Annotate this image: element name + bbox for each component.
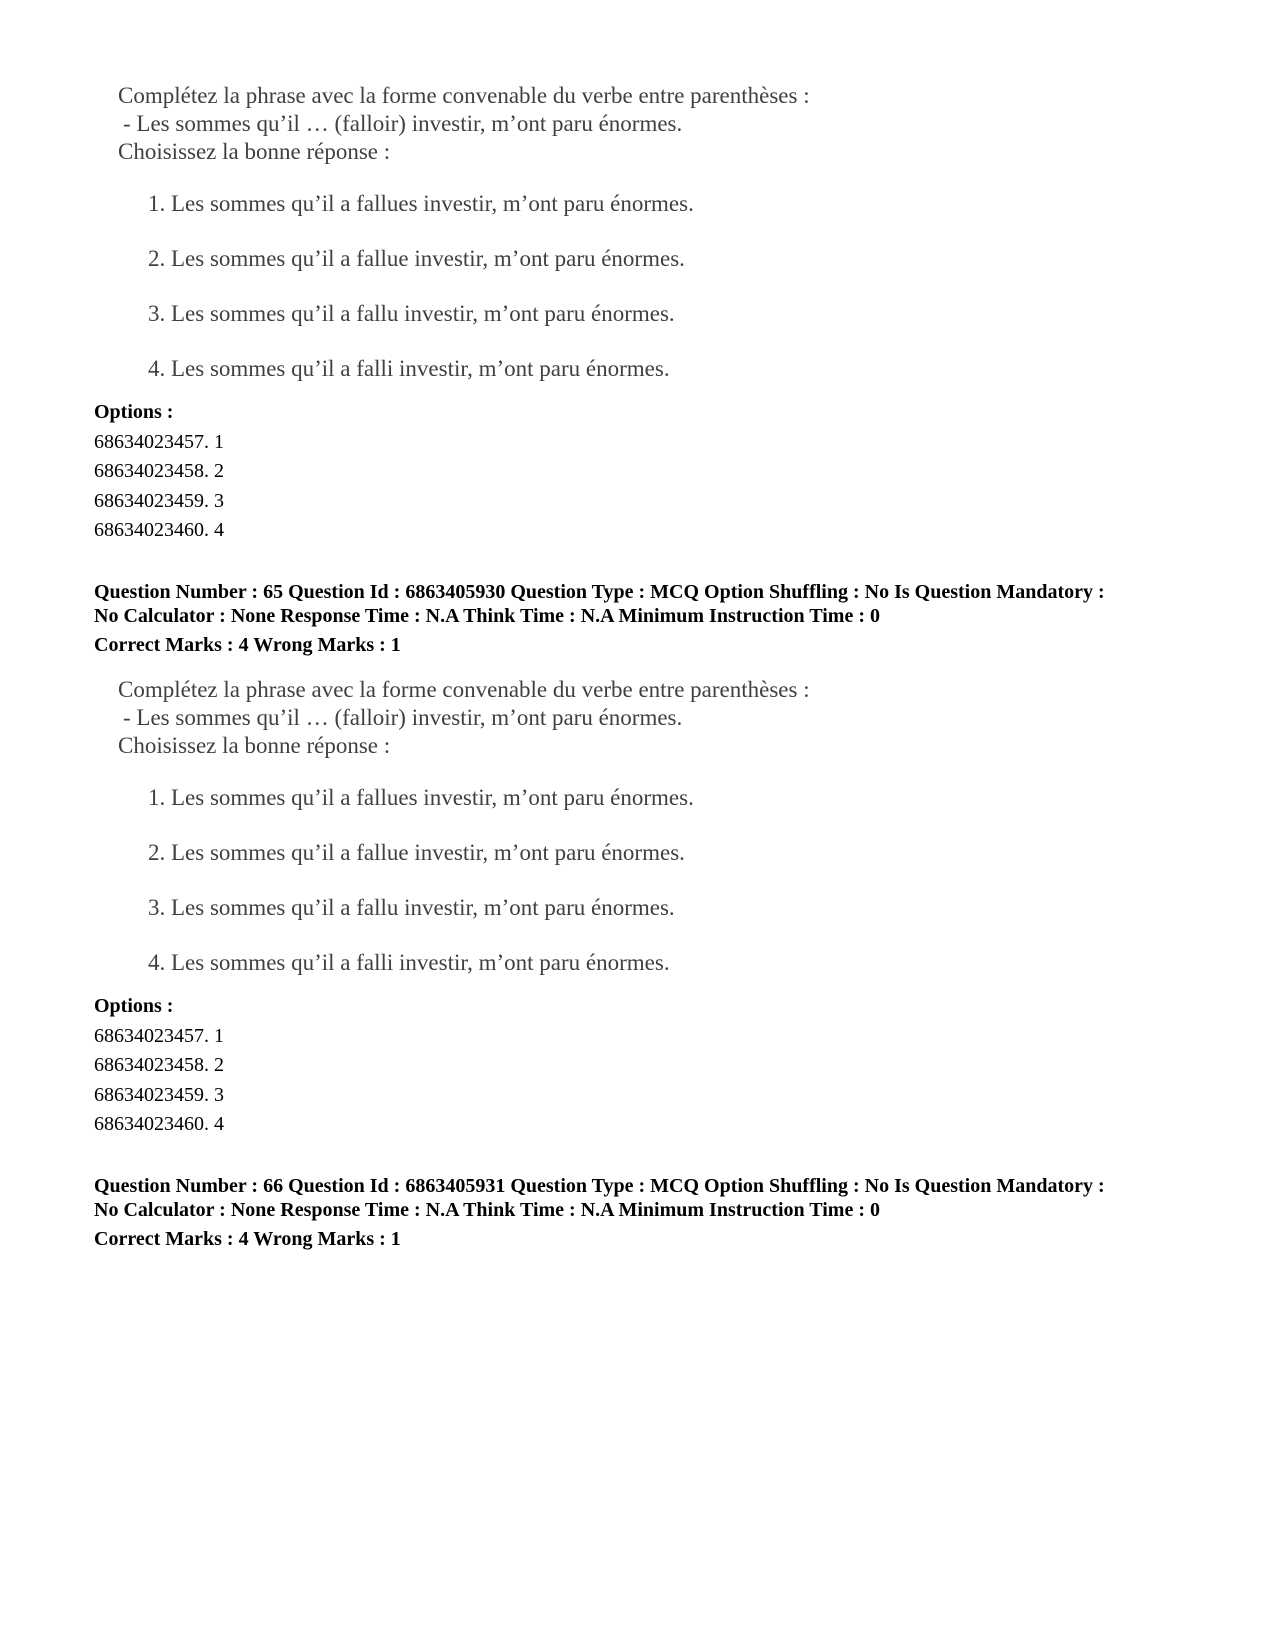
choice-item: 2. Les sommes qu’il a fallue investir, m’ont paru énormes. bbox=[148, 840, 685, 865]
question-meta-line: Question Number : 65 Question Id : 6863405930 Question Type : MCQ Option Shuffling : No Is Question Mandatory : bbox=[94, 581, 1105, 603]
choice-item: 4. Les sommes qu’il a falli investir, m’ont paru énormes. bbox=[148, 356, 670, 381]
choice-item: 1. Les sommes qu’il a fallues investir, m’ont paru énormes. bbox=[148, 191, 694, 216]
question-instruction: Complétez la phrase avec la forme convenable du verbe entre parenthèses : bbox=[118, 677, 810, 702]
options-list bbox=[94, 992, 224, 1140]
option-item: 68634023457. 1 bbox=[94, 1024, 224, 1047]
question-image bbox=[118, 676, 878, 977]
option-item: 68634023459. 3 bbox=[94, 489, 224, 512]
choice-item: 3. Les sommes qu’il a fallu investir, m’ont paru énormes. bbox=[148, 301, 675, 326]
options-list bbox=[94, 398, 224, 546]
question-meta-line: No Calculator : None Response Time : N.A Think Time : N.A Minimum Instruction Time : 0 bbox=[94, 605, 880, 627]
choice-item: 2. Les sommes qu’il a fallue investir, m’ont paru énormes. bbox=[148, 246, 685, 271]
question-meta-line: Question Number : 66 Question Id : 6863405931 Question Type : MCQ Option Shuffling : No Is Question Mandatory : bbox=[94, 1175, 1105, 1197]
choice-list bbox=[118, 784, 878, 977]
question-marks: Correct Marks : 4 Wrong Marks : 1 bbox=[94, 1228, 401, 1250]
question-meta-line: No Calculator : None Response Time : N.A Think Time : N.A Minimum Instruction Time : 0 bbox=[94, 1199, 880, 1221]
option-item: 68634023459. 3 bbox=[94, 1083, 224, 1106]
question-ask: Choisissez la bonne réponse : bbox=[118, 139, 391, 164]
options-title: Options : bbox=[94, 995, 174, 1017]
question-instruction: Complétez la phrase avec la forme convenable du verbe entre parenthèses : bbox=[118, 83, 810, 108]
question-meta bbox=[94, 580, 1105, 657]
choice-item: 3. Les sommes qu’il a fallu investir, m’ont paru énormes. bbox=[148, 895, 675, 920]
question-meta bbox=[94, 1174, 1105, 1251]
choice-item: 4. Les sommes qu’il a falli investir, m’ont paru énormes. bbox=[148, 950, 670, 975]
option-item: 68634023460. 4 bbox=[94, 519, 224, 541]
option-item: 68634023457. 1 bbox=[94, 430, 224, 453]
question-sentence: - Les sommes qu’il … (falloir) investir, m’ont paru énormes. bbox=[123, 111, 683, 136]
option-item: 68634023458. 2 bbox=[94, 1054, 224, 1076]
question-sentence: - Les sommes qu’il … (falloir) investir, m’ont paru énormes. bbox=[123, 705, 683, 730]
option-item: 68634023460. 4 bbox=[94, 1113, 224, 1135]
question-image bbox=[118, 82, 878, 383]
option-item: 68634023458. 2 bbox=[94, 460, 224, 482]
options-title: Options : bbox=[94, 401, 174, 423]
question-marks: Correct Marks : 4 Wrong Marks : 1 bbox=[94, 634, 401, 656]
choice-list bbox=[118, 190, 878, 383]
question-ask: Choisissez la bonne réponse : bbox=[118, 733, 391, 758]
choice-item: 1. Les sommes qu’il a fallues investir, m’ont paru énormes. bbox=[148, 785, 694, 810]
